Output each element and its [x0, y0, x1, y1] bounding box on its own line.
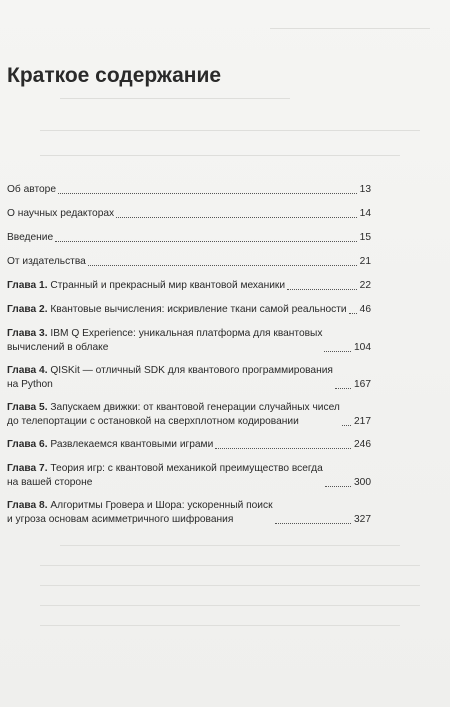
page-title: Краткое содержание: [7, 64, 222, 87]
chapter-title: Квантовые вычисления: искривление ткани самой реальности: [50, 304, 347, 315]
toc-page-number: 104: [354, 342, 371, 353]
dot-leader: [116, 217, 357, 218]
dot-leader: [325, 486, 351, 487]
dot-leader: [55, 241, 357, 242]
toc-page-number: 13: [359, 184, 371, 195]
chapter-title-part: IBM Q Experience: уникальная платформа для квантовых: [50, 328, 323, 339]
toc-entry-label: [7, 462, 323, 490]
table-of-contents: [7, 183, 371, 536]
chapter-title-line-2: на Python: [7, 379, 53, 390]
dot-leader: [335, 388, 351, 389]
chapter-title-line-2: на вашей стороне: [7, 477, 93, 488]
chapter-number: Глава 8.: [7, 500, 48, 511]
chapter-number: Глава 1.: [7, 280, 48, 291]
chapter-number: Глава 7.: [7, 463, 48, 474]
toc-entry-label: [7, 303, 347, 317]
toc-entry-introduction: [7, 231, 371, 245]
dot-leader: [215, 448, 351, 449]
toc-page-number: 46: [359, 304, 371, 315]
bleed-through-line: [40, 565, 420, 566]
toc-entry-label: [7, 438, 213, 452]
chapter-number: Глава 5.: [7, 402, 48, 413]
bleed-through-line: [40, 625, 400, 626]
toc-page-number: 327: [354, 514, 371, 525]
dot-leader: [324, 351, 351, 352]
chapter-title-part: Алгоритмы Гровера и Шора: ускоренный поиск: [50, 500, 273, 511]
toc-entry-chapter-4: [7, 364, 371, 392]
toc-page-number: 217: [354, 416, 371, 427]
chapter-title-line-2: и угроза основам асимметричного шифрования: [7, 514, 234, 525]
toc-entry-label: [7, 327, 322, 355]
chapter-title-line-1: [7, 327, 322, 341]
toc-page-number: 300: [354, 477, 371, 488]
toc-entry-scientific-editors: [7, 207, 371, 221]
bleed-through-header: [435, 17, 438, 28]
toc-page-number: 14: [359, 208, 371, 219]
chapter-number: Глава 3.: [7, 328, 48, 339]
chapter-number: Глава 4.: [7, 365, 48, 376]
dot-leader: [58, 193, 357, 194]
toc-entry-chapter-7: [7, 462, 371, 490]
toc-entry-label: [7, 401, 340, 429]
bleed-through-line: [270, 28, 430, 29]
chapter-title-line-2: до телепортации с остановкой на сверхплотном кодировании: [7, 416, 299, 427]
chapter-title-part: Запускаем движки: от квантовой генерации случайных чисел: [50, 402, 340, 413]
toc-page-number: 21: [359, 256, 371, 267]
bleed-through-line: [40, 585, 420, 586]
bleed-through-line: [60, 98, 290, 99]
toc-entry-label: [7, 364, 333, 392]
toc-entry-label: Введение: [7, 232, 54, 243]
toc-entry-label: Об авторе: [7, 184, 56, 195]
toc-entry-about-author: [7, 183, 371, 197]
dot-leader: [342, 425, 351, 426]
chapter-title-line-1: [7, 401, 340, 415]
toc-entry-label: [7, 499, 273, 527]
dot-leader: [275, 523, 351, 524]
chapter-title-line-1: [7, 462, 323, 476]
bleed-through-line: [40, 155, 400, 156]
toc-page-number: 22: [359, 280, 371, 291]
toc-entry-chapter-5: [7, 401, 371, 429]
chapter-title-part: Теория игр: с квантовой механикой преимущество всегда: [50, 463, 323, 474]
bleed-through-line: [40, 130, 420, 131]
toc-entry-from-publisher: [7, 255, 371, 269]
chapter-number: Глава 6.: [7, 439, 48, 450]
toc-entry-chapter-8: [7, 499, 371, 527]
toc-entry-label: О научных редакторах: [7, 208, 115, 219]
chapter-number: Глава 2.: [7, 304, 48, 315]
toc-entry-chapter-2: [7, 303, 371, 317]
toc-page-number: 167: [354, 379, 371, 390]
chapter-title-part: QISKit — отличный SDK для квантового программирования: [50, 365, 333, 376]
chapter-title: Странный и прекрасный мир квантовой механики: [50, 280, 286, 291]
dot-leader: [349, 313, 357, 314]
toc-entry-chapter-1: [7, 279, 371, 293]
toc-page-number: 15: [359, 232, 371, 243]
chapter-title-line-1: [7, 499, 273, 513]
toc-entry-label: От издательства: [7, 256, 86, 267]
toc-page-number: 246: [354, 439, 371, 450]
bleed-through-line: [40, 605, 420, 606]
toc-entry-chapter-3: [7, 327, 371, 355]
dot-leader: [287, 289, 357, 290]
dot-leader: [88, 265, 357, 266]
toc-entry-chapter-6: [7, 438, 371, 452]
chapter-title: Развлекаемся квантовыми играми: [50, 439, 214, 450]
bleed-through-line: [60, 545, 400, 546]
toc-entry-label: [7, 279, 285, 293]
chapter-title-line-1: [7, 364, 333, 378]
chapter-title-line-2: вычислений в облаке: [7, 342, 109, 353]
